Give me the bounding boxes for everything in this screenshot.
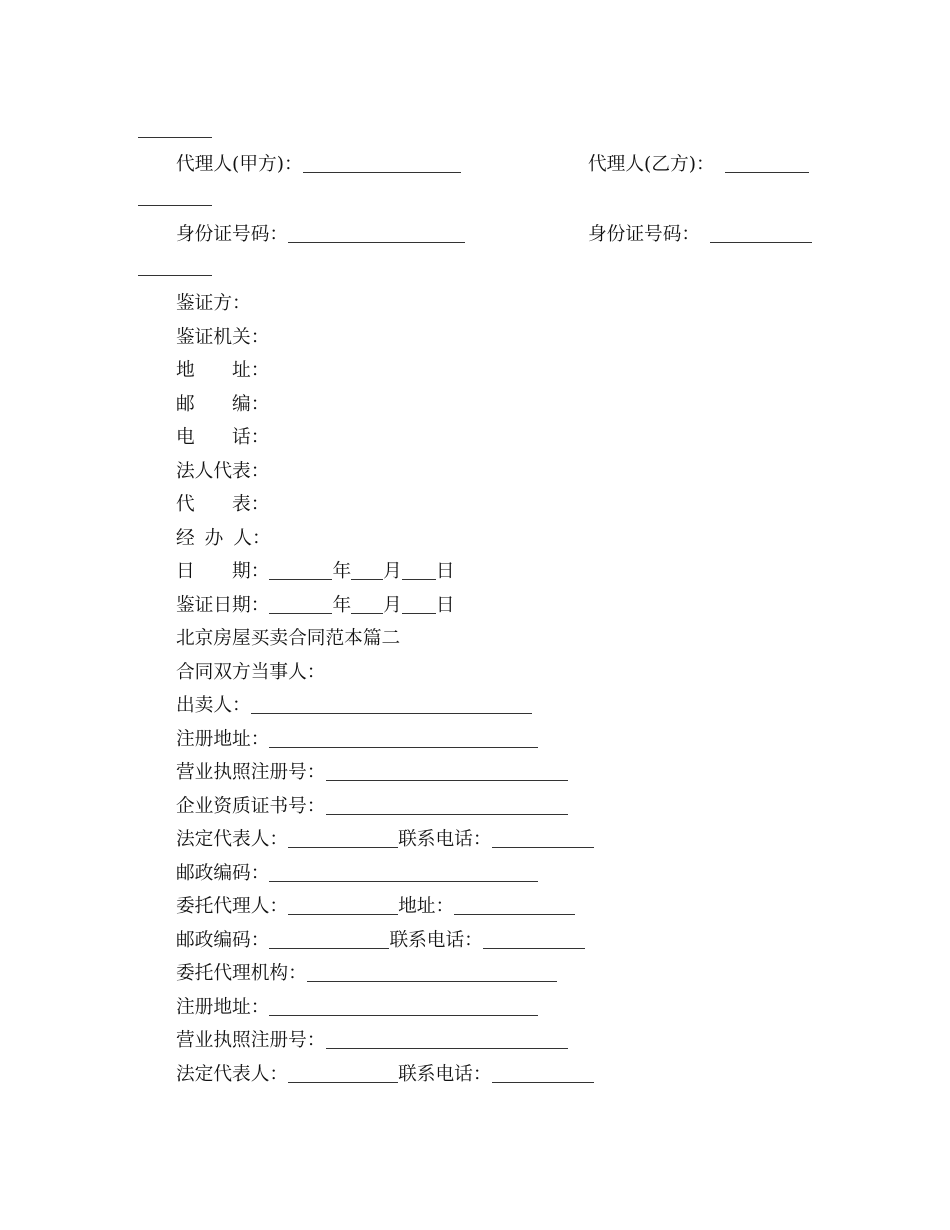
agency-blank — [307, 980, 557, 982]
seller-qualification-blank — [326, 813, 568, 815]
id-b-label: 身份证号码： — [588, 224, 701, 246]
section-title-text: 北京房屋买卖合同范本篇二 — [176, 628, 401, 650]
agent-a-label: 代理人(甲方)： — [176, 154, 303, 176]
year-blank — [269, 612, 332, 614]
month-unit: 月 — [383, 594, 402, 616]
year-blank — [269, 578, 332, 580]
seller-agent-address-blank — [454, 913, 575, 915]
parties-heading — [176, 656, 594, 690]
seller-postcode-blank — [269, 880, 538, 882]
seller-license-blank — [326, 779, 568, 781]
seller-line — [176, 689, 594, 723]
seller-phone-label: 联系电话： — [398, 829, 492, 851]
agent-b-row — [588, 148, 809, 182]
agency-legal-rep-label: 法定代表人： — [176, 1063, 289, 1085]
agency-phone-label: 联系电话： — [398, 1063, 492, 1085]
id-a-row — [176, 218, 465, 252]
agency-license-line — [176, 1024, 594, 1058]
seller-license-line — [176, 756, 594, 790]
day-blank — [402, 578, 436, 580]
notary-legal-rep-line — [176, 455, 594, 489]
notary-heading-text: 鉴证方： — [176, 293, 251, 315]
notary-agency-line — [176, 321, 594, 355]
seller-label: 出卖人： — [176, 695, 251, 717]
seller-agent-line — [176, 890, 594, 924]
seller-agent-postcode-label: 邮政编码： — [176, 929, 270, 951]
notary-handler-line — [176, 522, 594, 556]
notary-address-label: 地 址： — [176, 360, 270, 382]
seller-phone-blank — [492, 846, 594, 848]
agency-reg-address-label: 注册地址： — [176, 996, 270, 1018]
seller-postcode-label: 邮政编码： — [176, 862, 270, 884]
agency-reg-address-line — [176, 991, 594, 1025]
seller-agent-postcode-blank — [269, 947, 389, 949]
agency-legal-rep-blank — [288, 1081, 398, 1083]
date-line — [176, 555, 594, 589]
month-blank — [351, 612, 383, 614]
notary-postcode-line — [176, 388, 594, 422]
agency-license-blank — [326, 1047, 568, 1049]
agency-line — [176, 957, 594, 991]
seller-qualification-label: 企业资质证书号： — [176, 795, 326, 817]
seller-license-label: 营业执照注册号： — [176, 762, 326, 784]
blank-line-continuation — [138, 275, 212, 276]
year-unit: 年 — [332, 561, 352, 583]
notary-heading — [176, 287, 594, 321]
seller-legal-rep-label: 法定代表人： — [176, 829, 289, 851]
notary-agency-label: 鉴证机关： — [176, 326, 270, 348]
notary-phone-label: 电 话： — [176, 427, 270, 449]
agent-b-blank — [725, 171, 809, 173]
month-blank — [351, 578, 383, 580]
day-unit: 日 — [435, 561, 455, 583]
month-unit: 月 — [383, 561, 402, 583]
notary-address-line — [176, 354, 594, 388]
blank-line-continuation — [138, 137, 212, 138]
seller-legal-rep-line — [176, 823, 594, 857]
day-unit: 日 — [435, 594, 455, 616]
id-a-blank — [288, 241, 465, 243]
notary-date-line — [176, 589, 594, 623]
id-b-row — [588, 218, 812, 252]
blank-line-continuation — [138, 205, 212, 206]
section-title — [176, 622, 594, 656]
notary-handler-label: 经 办 人： — [176, 527, 271, 549]
seller-agent-postcode-line — [176, 924, 594, 958]
notary-representative-line — [176, 488, 594, 522]
agency-phone-blank — [492, 1081, 594, 1083]
seller-agent-address-label: 地址： — [398, 896, 455, 918]
parties-heading-text: 合同双方当事人： — [176, 661, 326, 683]
seller-reg-address-label: 注册地址： — [176, 728, 270, 750]
notary-date-label: 鉴证日期： — [176, 594, 270, 616]
day-blank — [402, 612, 436, 614]
notary-postcode-label: 邮 编： — [176, 393, 270, 415]
notary-phone-line — [176, 421, 594, 455]
document-body — [176, 287, 594, 1091]
seller-agent-label: 委托代理人： — [176, 896, 289, 918]
agent-b-label: 代理人(乙方)： — [588, 154, 715, 176]
id-b-blank — [710, 241, 812, 243]
year-unit: 年 — [332, 594, 352, 616]
notary-legal-rep-label: 法人代表： — [176, 460, 270, 482]
seller-blank — [251, 712, 532, 714]
agency-legal-rep-line — [176, 1058, 594, 1092]
seller-postcode-line — [176, 857, 594, 891]
date-label: 日 期： — [176, 561, 270, 583]
seller-agent-phone-blank — [483, 947, 585, 949]
seller-agent-phone-label: 联系电话： — [389, 929, 483, 951]
agency-license-label: 营业执照注册号： — [176, 1030, 326, 1052]
agent-a-row — [176, 148, 461, 182]
seller-reg-address-line — [176, 723, 594, 757]
agency-label: 委托代理机构： — [176, 963, 307, 985]
seller-legal-rep-blank — [288, 846, 398, 848]
seller-qualification-line — [176, 790, 594, 824]
seller-reg-address-blank — [269, 746, 538, 748]
seller-agent-blank — [288, 913, 398, 915]
agent-a-blank — [303, 171, 461, 173]
id-a-label: 身份证号码： — [176, 224, 289, 246]
notary-representative-label: 代 表： — [176, 494, 270, 516]
agency-reg-address-blank — [269, 1014, 538, 1016]
